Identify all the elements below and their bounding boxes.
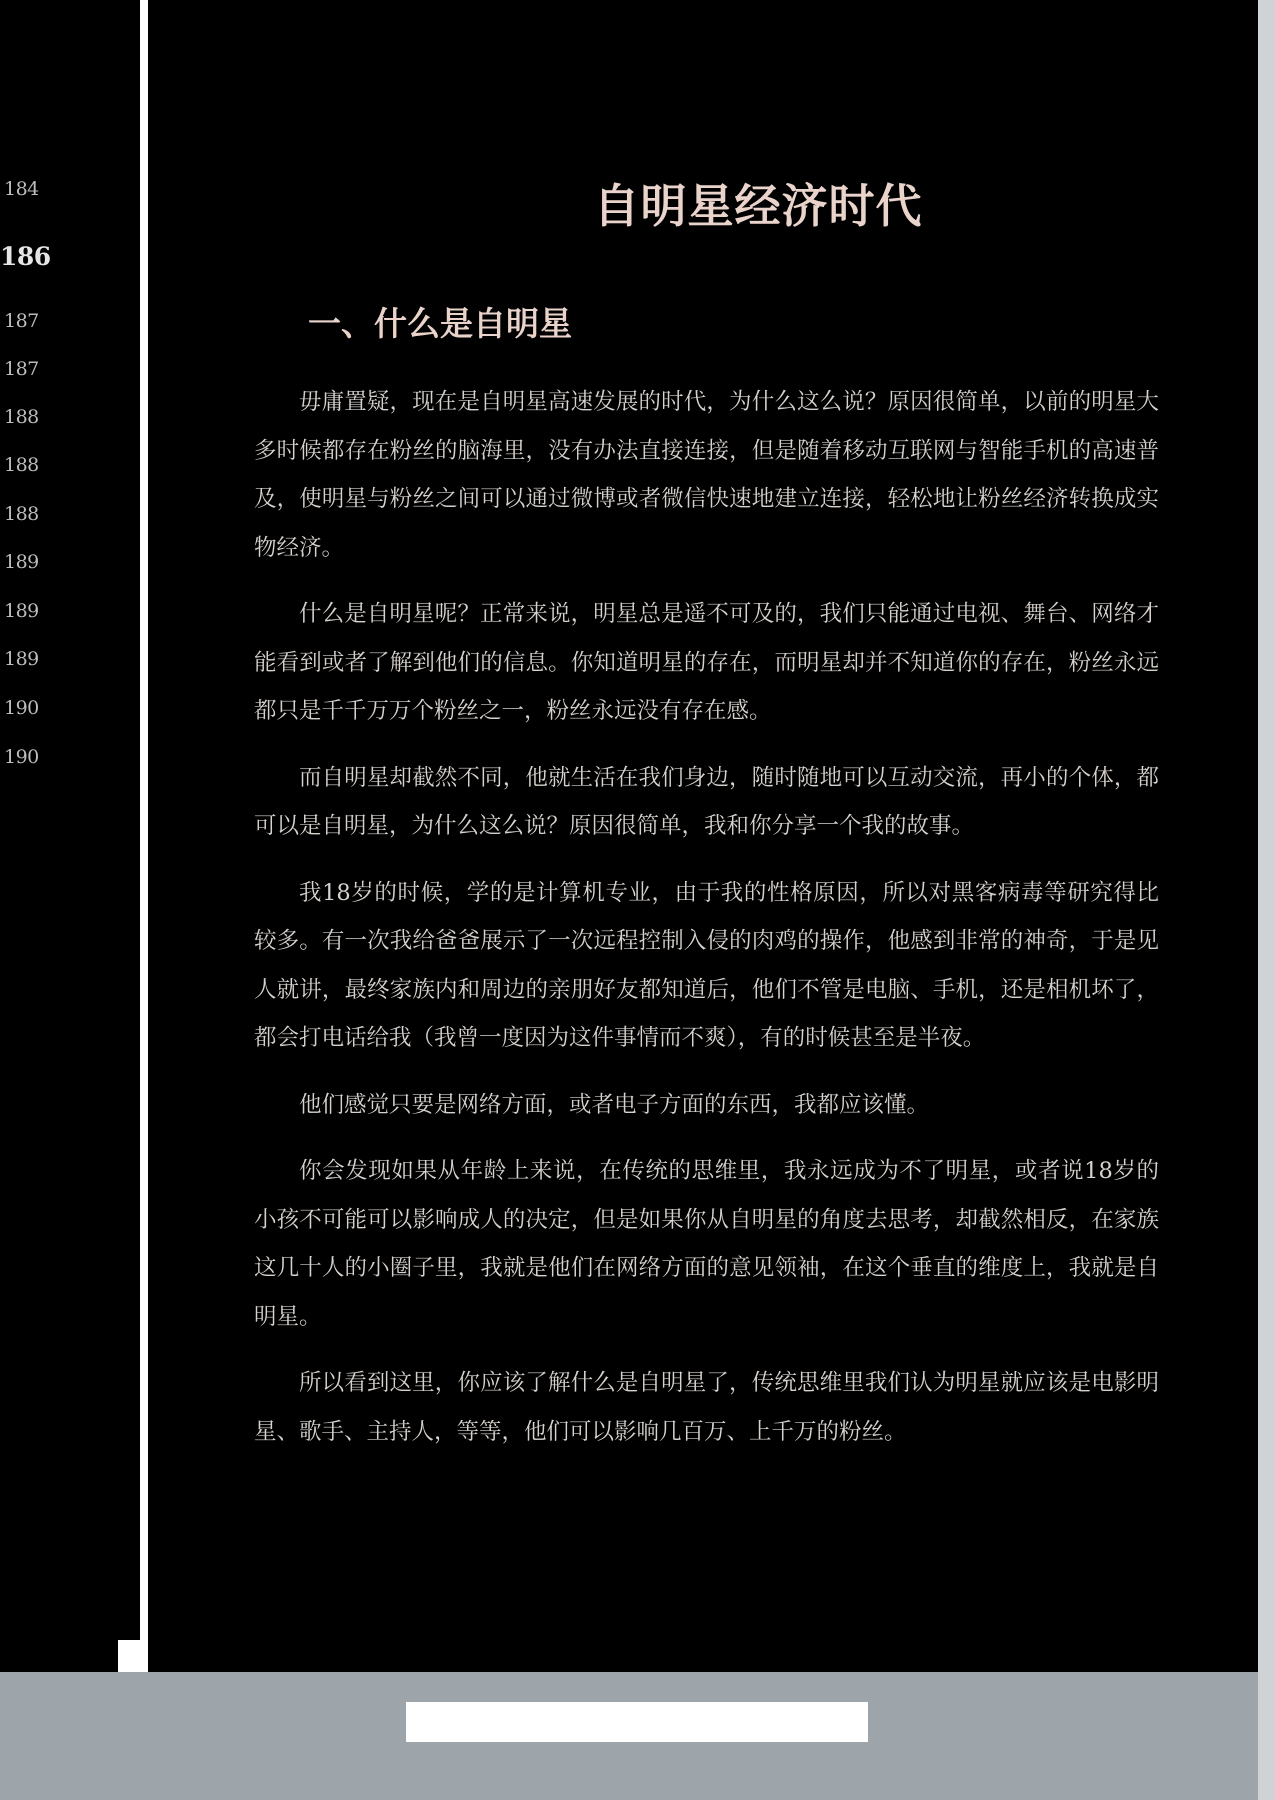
toc-page-number: 187 — [4, 310, 39, 332]
toc-page-number: 184 — [4, 178, 39, 200]
paragraph: 他们感觉只要是网络方面，或者电子方面的东西，我都应该懂。 — [299, 1091, 930, 1118]
toc-page-number: 190 — [4, 697, 39, 719]
paragraph: 毋庸置疑，现在是自明星高速发展的时代，为什么这么说？原因很简单，以前的明星大多时候都存在粉丝的脑海里，没有办法直接连接，但是随着移动互联网与智能手机的高速普及，使明星与粉丝之间可以通过微博或者微信快速地建立连接，轻松地让粉丝经济转换成实物经济。 — [254, 389, 1159, 561]
paragraph: 而自明星却截然不同，他就生活在我们身边，随时随地可以互动交流，再小的个体，都可以是自明星，为什么这么说？原因很简单，我和你分享一个我的故事。 — [254, 764, 1159, 839]
page-right-edge — [1258, 0, 1275, 1800]
section-heading: 一、什么是自明星 — [308, 304, 572, 343]
redaction-box — [406, 1702, 868, 1742]
toc-page-number: 188 — [4, 406, 39, 428]
paragraph: 什么是自明星呢？正常来说，明星总是遥不可及的，我们只能通过电视、舞台、网络才能看到或者了解到他们的信息。你知道明星的存在，而明星却并不知道你的存在，粉丝永远都只是千千万万个粉丝之一，粉丝永远没有存在感。 — [254, 601, 1159, 724]
previous-page-strip — [0, 0, 142, 1672]
book-page — [148, 0, 1258, 1672]
toc-page-number: 189 — [4, 551, 39, 573]
toc-page-number: 188 — [4, 454, 39, 476]
chapter-title: 自明星经济时代 — [593, 179, 923, 233]
toc-page-number: 190 — [4, 746, 39, 768]
toc-page-number: 187 — [4, 358, 39, 380]
body-text — [254, 378, 1159, 1474]
toc-page-number: 188 — [4, 503, 39, 525]
toc-page-number: 189 — [4, 648, 39, 670]
paragraph: 我18岁的时候，学的是计算机专业，由于我的性格原因，所以对黑客病毒等研究得比较多。有一次我给爸爸展示了一次远程控制入侵的肉鸡的操作，他感到非常的神奇，于是见人就讲，最终家族内和周边的亲朋好友都知道后，他们不管是电脑、手机，还是相机坏了，都会打电话给我（我曾一度因为这件事情而不爽），有的时候甚至是半夜。 — [254, 879, 1159, 1051]
scan-artifact — [118, 1640, 148, 1672]
toc-page-number: 189 — [4, 600, 39, 622]
toc-page-number: 186 — [0, 242, 51, 271]
paragraph: 你会发现如果从年龄上来说，在传统的思维里，我永远成为不了明星，或者说18岁的小孩不可能可以影响成人的决定，但是如果你从自明星的角度去思考，却截然相反，在家族这几十人的小圈子里，我就是他们在网络方面的意见领袖，在这个垂直的维度上，我就是自明星。 — [254, 1158, 1159, 1330]
paragraph: 所以看到这里，你应该了解什么是自明星了，传统思维里我们认为明星就应该是电影明星、歌手、主持人，等等，他们可以影响几百万、上千万的粉丝。 — [254, 1370, 1159, 1445]
